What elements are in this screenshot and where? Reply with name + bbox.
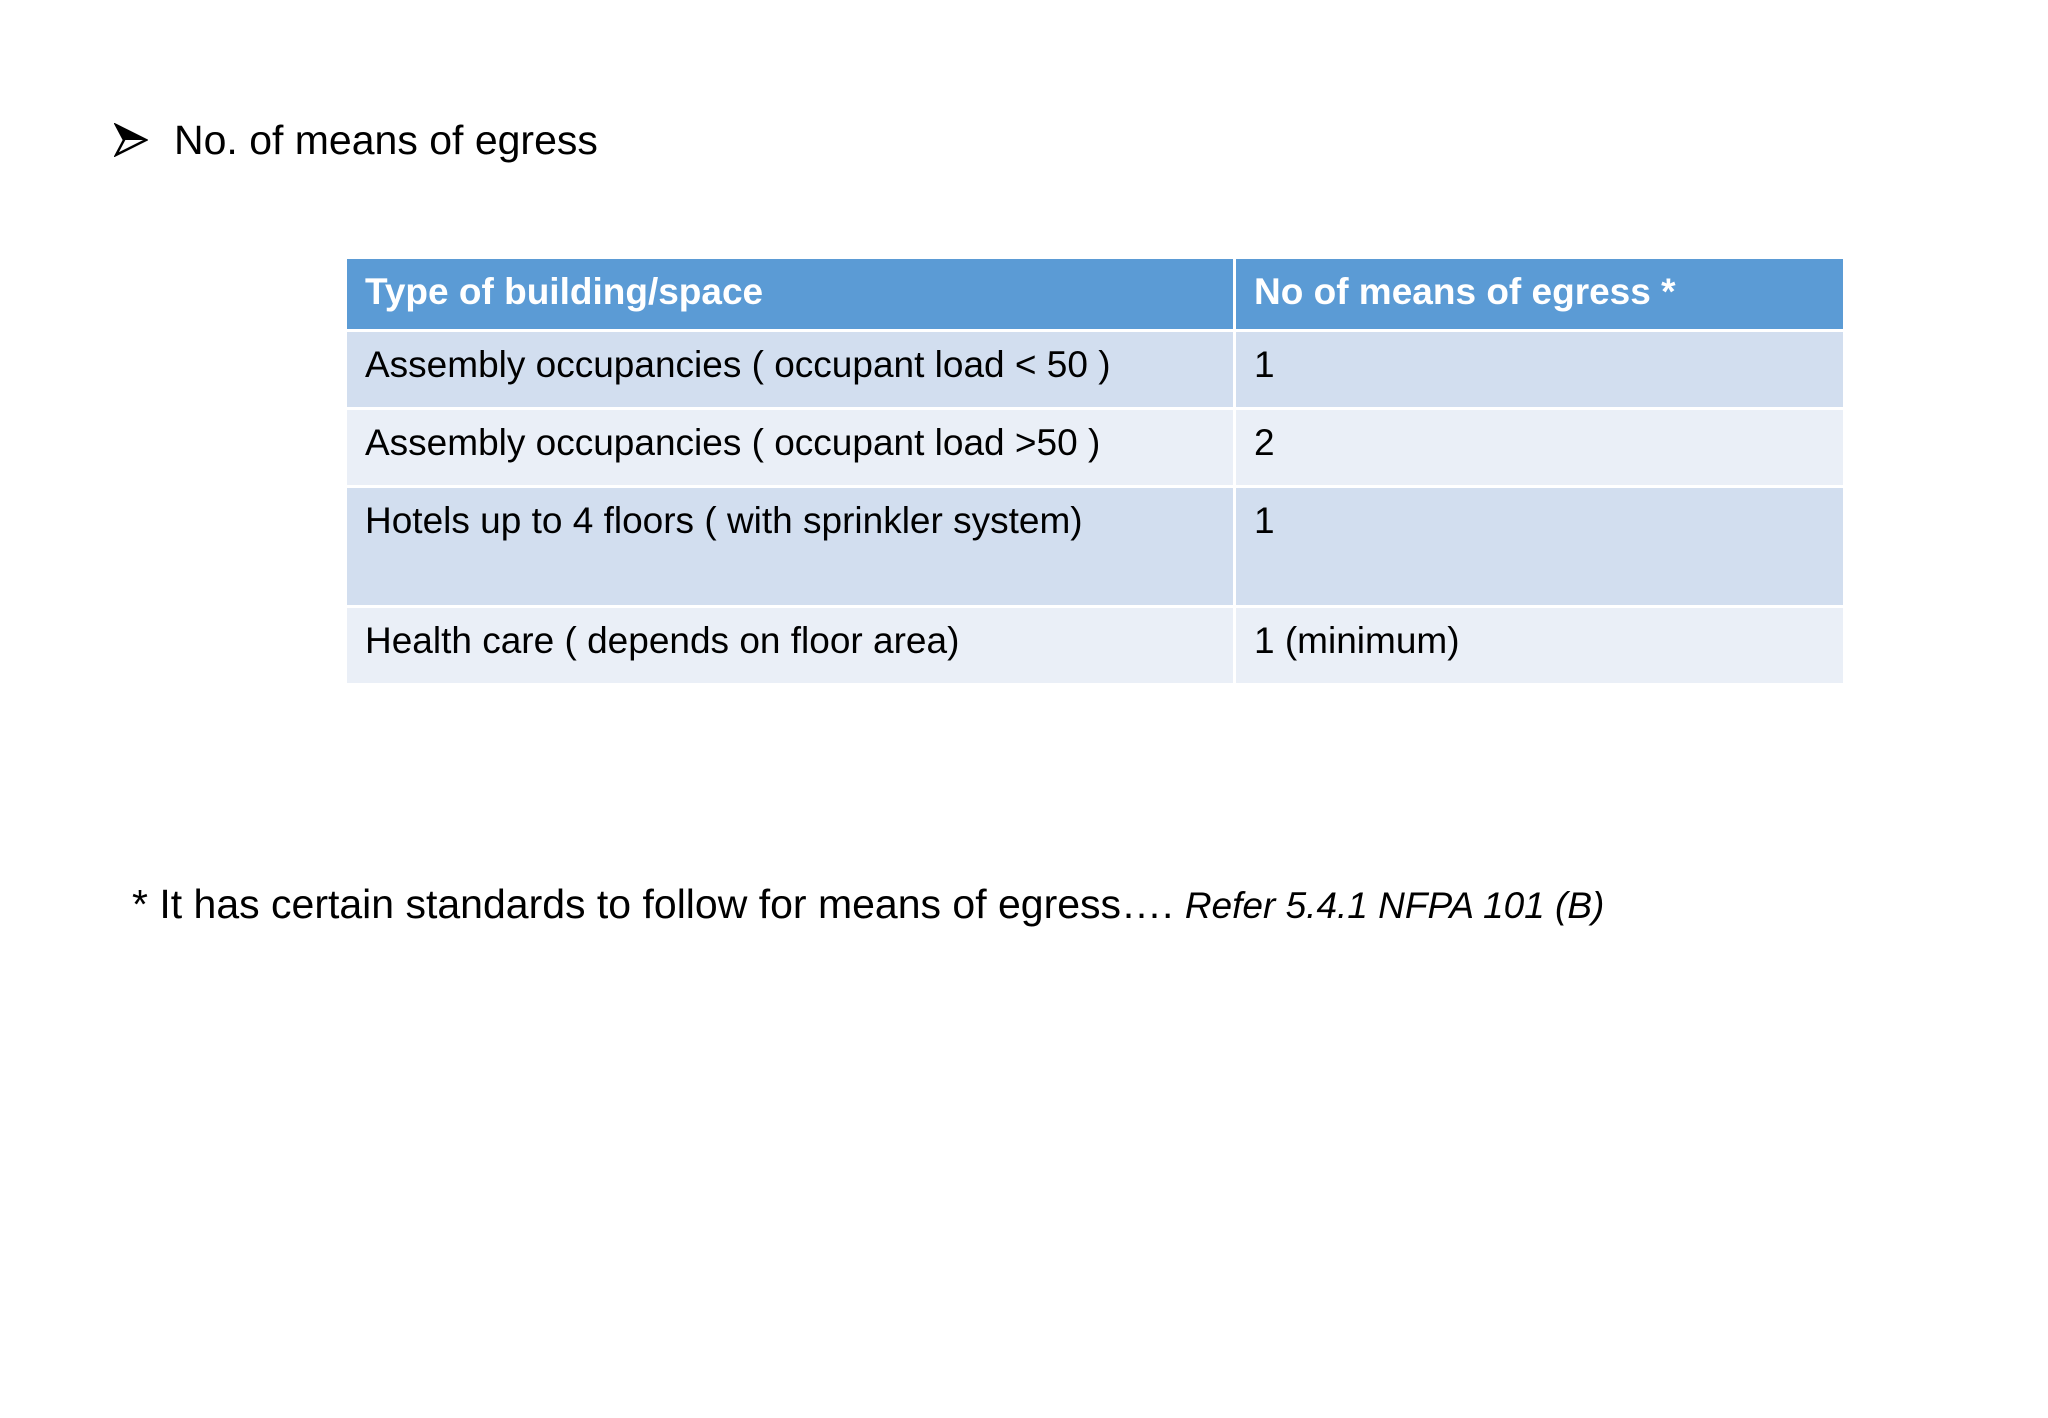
cell-means-count: 2 [1236, 410, 1843, 485]
table-row [347, 608, 1843, 683]
footnote-reference: Refer 5.4.1 NFPA 101 (B) [1184, 885, 1605, 926]
egress-table [344, 256, 1846, 686]
arrow-bullet-icon [114, 123, 148, 157]
cell-building-type: Health care ( depends on floor area) [347, 608, 1233, 683]
footnote [132, 876, 1604, 934]
column-header-building-type: Type of building/space [347, 259, 1233, 329]
cell-means-count: 1 [1236, 488, 1843, 605]
heading-text: No. of means of egress [174, 117, 598, 163]
table-row [347, 332, 1843, 407]
cell-means-count: 1 (minimum) [1236, 608, 1843, 683]
cell-building-type: Assembly occupancies ( occupant load < 50 ) [347, 332, 1233, 407]
cell-building-type: Assembly occupancies ( occupant load >50 ) [347, 410, 1233, 485]
column-header-means-of-egress: No of means of egress * [1236, 259, 1843, 329]
bullet-heading [114, 112, 598, 168]
cell-means-count: 1 [1236, 332, 1843, 407]
table-row [347, 410, 1843, 485]
table-row [347, 488, 1843, 605]
table-header-row [347, 259, 1843, 329]
cell-building-type: Hotels up to 4 floors ( with sprinkler system) [347, 488, 1233, 605]
footnote-text: * It has certain standards to follow for means of egress…. [132, 881, 1185, 927]
